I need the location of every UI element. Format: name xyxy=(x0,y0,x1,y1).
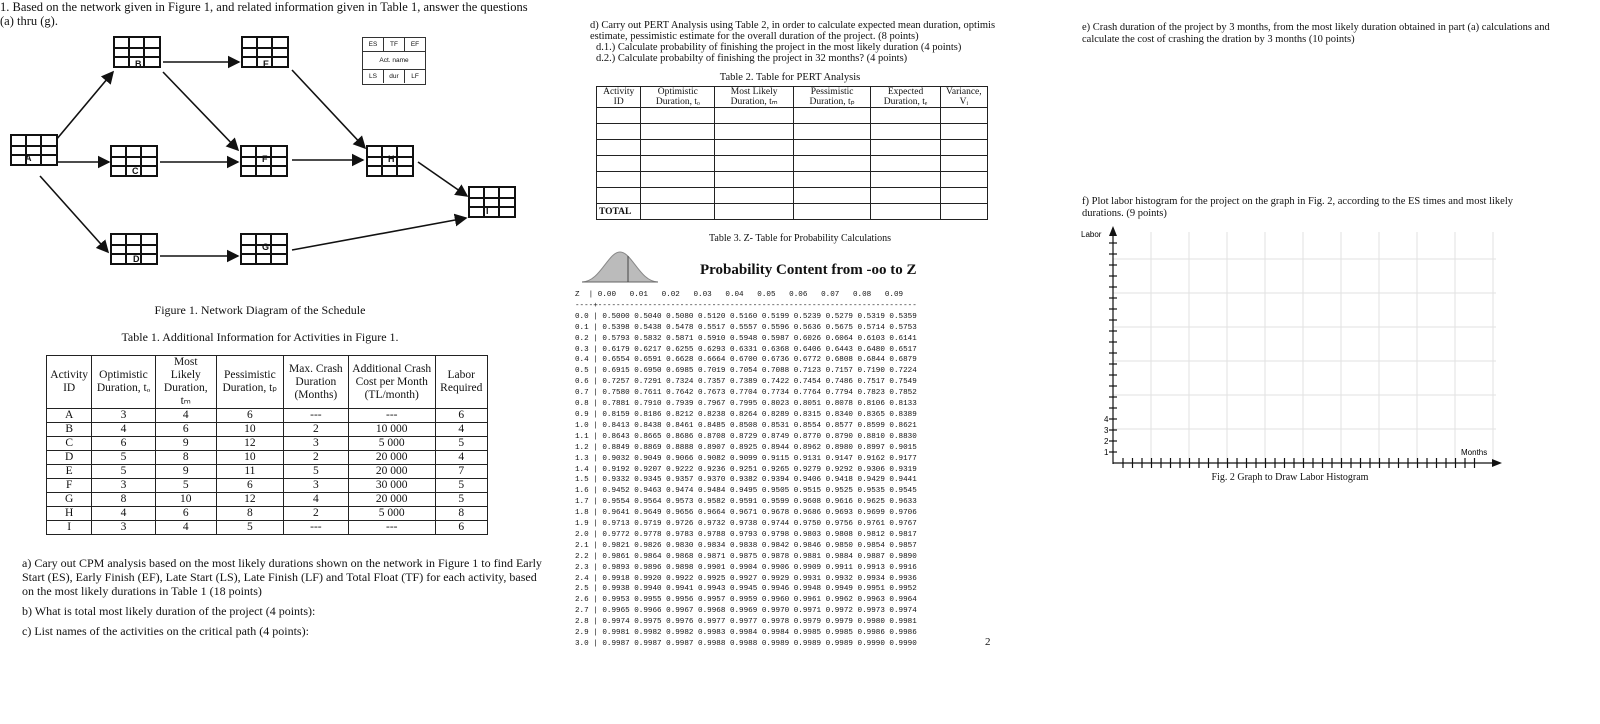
table1-cell: 2 xyxy=(283,451,348,465)
node-f-label: F xyxy=(262,154,268,164)
table1-cell: 4 xyxy=(155,521,216,535)
table1-cell: 10 xyxy=(216,451,283,465)
table2-header-row xyxy=(597,87,988,108)
table2-header: Expected Duration, tₑ xyxy=(871,87,940,108)
table1-cell: 6 xyxy=(435,409,487,423)
table1-cell: 12 xyxy=(216,493,283,507)
table2-header: Most Likely Duration, tₘ xyxy=(715,87,794,108)
table1-cell: B xyxy=(47,423,92,437)
legend-lf: LF xyxy=(411,73,419,80)
question-d2: d.2.) Calculate probabilty of finishing the project in 32 months? (4 points) xyxy=(596,53,908,64)
table1-row xyxy=(47,507,488,521)
edge-b-f xyxy=(163,72,238,150)
table1-cell: 5 000 xyxy=(348,437,435,451)
table1-header: Optimistic Duration, tₒ xyxy=(92,356,155,409)
table1-cell: 3 xyxy=(92,521,155,535)
table2-total-label: TOTAL xyxy=(597,204,641,220)
table1-cell: E xyxy=(47,465,92,479)
table1-cell: 6 xyxy=(155,507,216,521)
node-h-label: H xyxy=(388,154,395,164)
table1 xyxy=(46,355,488,535)
table2-total-row xyxy=(597,204,988,220)
node-legend xyxy=(362,37,426,85)
table1-cell: 6 xyxy=(216,479,283,493)
table1-header: Additional Crash Cost per Month (TL/month) xyxy=(348,356,435,409)
node-i-label: I xyxy=(486,206,489,216)
table2-caption: Table 2. Table for PERT Analysis xyxy=(719,72,861,83)
question-d1: d.1.) Calculate probability of finishing the project in the most likely duration (4 points) xyxy=(596,42,962,53)
table2 xyxy=(596,86,988,220)
table1-caption: Table 1. Additional Information for Activities in Figure 1. xyxy=(121,330,399,344)
table1-cell: G xyxy=(47,493,92,507)
table3-caption: Table 3. Z- Table for Probability Calculations xyxy=(709,233,891,244)
table1-cell: 5 xyxy=(435,437,487,451)
question-e: e) Crash duration of the project by 3 months, from the most likely duration obtained in part (a) calculations and calculate the cost of crashing the dration by 3 months (10 points) xyxy=(1082,22,1550,45)
table1-cell: --- xyxy=(348,521,435,535)
table1-cell: 2 xyxy=(283,507,348,521)
table1-cell: 5 xyxy=(435,493,487,507)
table1-cell: --- xyxy=(348,409,435,423)
table1-cell: 3 xyxy=(283,479,348,493)
table1-cell: 6 xyxy=(435,521,487,535)
question-f: f) Plot labor histogram for the project on the graph in Fig. 2, according to the ES times and most likely durations. (9 points) xyxy=(1082,196,1514,219)
table1-cell: 6 xyxy=(155,423,216,437)
table1-cell: 10 xyxy=(155,493,216,507)
table1-cell: 4 xyxy=(283,493,348,507)
table1-cell: 10 xyxy=(216,423,283,437)
question-b: b) What is total most likely duration of the project (4 points): xyxy=(22,604,316,618)
table1-header-row xyxy=(47,356,488,409)
table1-cell: --- xyxy=(283,521,348,535)
table1-cell: 5 xyxy=(283,465,348,479)
table1-cell: --- xyxy=(283,409,348,423)
table2-header: Variance, Vᵢ xyxy=(940,87,987,108)
table1-cell: D xyxy=(47,451,92,465)
table1-cell: 2 xyxy=(283,423,348,437)
table1-cell: 5 xyxy=(435,479,487,493)
legend-ef: EF xyxy=(405,38,425,52)
question-d-text: d) Carry out PERT Analysis using Table 2, in order to calculate expected mean duration, optimis estimate, pessimistic estimate for the overall duration of the project. (8 points) xyxy=(590,20,996,42)
table1-cell: 6 xyxy=(92,437,155,451)
table1-header: Max. Crash Duration (Months) xyxy=(283,356,348,409)
table1-cell: 5 xyxy=(155,479,216,493)
node-i xyxy=(468,186,516,218)
table1-cell: I xyxy=(47,521,92,535)
legend-dur: dur xyxy=(384,70,405,83)
question-header: 1. Based on the network given in Figure 1, and related information given in Table 1, answer the questions (a) thru (g). xyxy=(0,0,528,28)
labor-histogram-grid xyxy=(1076,222,1506,490)
edge-a-d xyxy=(40,176,108,252)
legend-tf: TF xyxy=(384,38,405,52)
table2-row xyxy=(597,108,988,124)
table2-row xyxy=(597,156,988,172)
table1-row xyxy=(47,451,488,465)
table1-row xyxy=(47,465,488,479)
question-c: c) List names of the activities on the critical path (4 points): xyxy=(22,624,309,638)
question-d xyxy=(590,20,1010,64)
table1-cell: 30 000 xyxy=(348,479,435,493)
node-e-label: E xyxy=(263,59,270,69)
table2-row xyxy=(597,172,988,188)
table1-cell: 6 xyxy=(216,409,283,423)
table2-row xyxy=(597,188,988,204)
y-tick-label: 4 xyxy=(1104,415,1109,424)
table1-cell: 5 xyxy=(92,465,155,479)
table1-cell: 11 xyxy=(216,465,283,479)
table1-cell: 20 000 xyxy=(348,451,435,465)
table1-cell: 5 000 xyxy=(348,507,435,521)
table1-cell: 7 xyxy=(435,465,487,479)
page-number: 2 xyxy=(985,636,991,648)
table1-cell: 4 xyxy=(92,507,155,521)
table1-row xyxy=(47,521,488,535)
table2-row xyxy=(597,140,988,156)
figure1-caption: Figure 1. Network Diagram of the Schedule xyxy=(154,303,366,317)
table1-cell: 10 000 xyxy=(348,423,435,437)
y-axis-label: Labor xyxy=(1081,230,1102,239)
table1-header: Activity ID xyxy=(47,356,92,409)
table2-header: Activity ID xyxy=(597,87,641,108)
table1-row xyxy=(47,423,488,437)
table1-cell: 8 xyxy=(92,493,155,507)
questions-left xyxy=(22,556,542,644)
node-a-label: A xyxy=(25,153,32,163)
table1-cell: 5 xyxy=(92,451,155,465)
table1-cell: F xyxy=(47,479,92,493)
node-a xyxy=(10,134,58,166)
table1-cell: 4 xyxy=(155,409,216,423)
table1-cell: 5 xyxy=(216,521,283,535)
table1-cell: 4 xyxy=(435,451,487,465)
table1-body xyxy=(47,409,488,535)
table1-header: Labor Required xyxy=(435,356,487,409)
table1-header: Pessimistic Duration, tₚ xyxy=(216,356,283,409)
y-tick-label: 1 xyxy=(1104,448,1109,457)
legend-act: Act. name xyxy=(363,52,425,70)
table1-cell: A xyxy=(47,409,92,423)
legend-es: ES xyxy=(363,38,384,52)
table1-cell: 4 xyxy=(92,423,155,437)
table1-cell: 3 xyxy=(92,479,155,493)
node-d-label: D xyxy=(133,254,140,264)
table1-cell: 20 000 xyxy=(348,493,435,507)
normal-curve-icon xyxy=(580,248,660,286)
ztable: Z | 0.00 0.01 0.02 0.03 0.04 0.05 0.06 0.07 0.08 0.09 ----+---------------------------------------------------------------------- 0.0 | 0.5000 0.5040 0.5080 0.5120 0.5160 0.5199 0.5239 0.5279 0.5319 0.5359 0.1 | 0.5398 0.5438 0.5478 0.5517 0.5557 0.5596 0.5636 0.5675 0.5714 0.5753 0.2 | 0.5793 0.5832 0.5871 0.5910 0.5948 0.5987 0.6026 0.6064 0.6103 0.6141 0.3 | 0.6179 0.6217 0.6255 0.6293 0.6331 0.6368 0.6406 0.6443 0.6480 0.6517 0.4 | 0.6554 0.6591 0.6628 0.6664 0.6700 0.6736 0.6772 0.6808 0.6844 0.6879 0.5 | 0.6915 0.6950 0.6985 0.7019 0.7054 0.7088 0.7123 0.7157 0.7190 0.7224 0.6 | 0.7257 0.7291 0.7324 0.7357 0.7389 0.7422 0.7454 0.7486 0.7517 0.7549 0.7 | 0.7580 0.7611 0.7642 0.7673 0.7704 0.7734 0.7764 0.7794 0.7823 0.7852 0.8 | 0.7881 0.7910 0.7939 0.7967 0.7995 0.8023 0.8051 0.8078 0.8106 0.8133 0.9 | 0.8159 0.8186 0.8212 0.8238 0.8264 0.8289 0.8315 0.8340 0.8365 0.8389 1.0 | 0.8413 0.8438 0.8461 0.8485 0.8508 0.8531 0.8554 0.8577 0.8599 0.8621 1.1 | 0.8643 0.8665 0.8686 0.8708 0.8729 0.8749 0.8770 0.8790 0.8810 0.8830 1.2 | 0.8849 0.8869 0.8888 0.8907 0.8925 0.8944 0.8962 0.8980 0.8997 0.9015 1.3 | 0.9032 0.9049 0.9066 0.9082 0.9099 0.9115 0.9131 0.9147 0.9162 0.9177 1.4 | 0.9192 0.9207 0.9222 0.9236 0.9251 0.9265 0.9279 0.9292 0.9306 0.9319 1.5 | 0.9332 0.9345 0.9357 0.9370 0.9382 0.9394 0.9406 0.9418 0.9429 0.9441 1.6 | 0.9452 0.9463 0.9474 0.9484 0.9495 0.9505 0.9515 0.9525 0.9535 0.9545 1.7 | 0.9554 0.9564 0.9573 0.9582 0.9591 0.9599 0.9608 0.9616 0.9625 0.9633 1.8 | 0.9641 0.9649 0.9656 0.9664 0.9671 0.9678 0.9686 0.9693 0.9699 0.9706 1.9 | 0.9713 0.9719 0.9726 0.9732 0.9738 0.9744 0.9750 0.9756 0.9761 0.9767 2.0 | 0.9772 0.9778 0.9783 0.9788 0.9793 0.9798 0.9803 0.9808 0.9812 0.9817 2.1 | 0.9821 0.9826 0.9830 0.9834 0.9838 0.9842 0.9846 0.9850 0.9854 0.9857 2.2 | 0.9861 0.9864 0.9868 0.9871 0.9875 0.9878 0.9881 0.9884 0.9887 0.9890 2.3 | 0.9893 0.9896 0.9898 0.9901 0.9904 0.9906 0.9909 0.9911 0.9913 0.9916 2.4 | 0.9918 0.9920 0.9922 0.9925 0.9927 0.9929 0.9931 0.9932 0.9934 0.9936 2.5 | 0.9938 0.9940 0.9941 0.9943 0.9945 0.9946 0.9948 0.9949 0.9951 0.9952 2.6 | 0.9953 0.9955 0.9956 0.9957 0.9959 0.9960 0.9961 0.9962 0.9963 0.9964 2.7 | 0.9965 0.9966 0.9967 0.9968 0.9969 0.9970 0.9971 0.9972 0.9973 0.9974 2.8 | 0.9974 0.9975 0.9976 0.9977 0.9977 0.9978 0.9979 0.9979 0.9980 0.9981 2.9 | 0.9981 0.9982 0.9982 0.9983 0.9984 0.9984 0.9985 0.9985 0.9986 0.9986 3.0 | 0.9987 0.9987 0.9987 0.9988 0.9988 0.9989 0.9989 0.9989 0.9990 0.9990 xyxy=(575,291,917,648)
table1-row xyxy=(47,409,488,423)
table1-cell: 3 xyxy=(92,409,155,423)
node-b-label: B xyxy=(135,59,142,69)
y-tick-label: 3 xyxy=(1104,426,1109,435)
table1-row xyxy=(47,493,488,507)
table1-cell: 9 xyxy=(155,465,216,479)
table2-header: Optimistic Duration, tₒ xyxy=(641,87,715,108)
table1-cell: H xyxy=(47,507,92,521)
table1-cell: 8 xyxy=(435,507,487,521)
table1-cell: 3 xyxy=(283,437,348,451)
legend-ls: LS xyxy=(363,70,384,83)
table1-cell: 4 xyxy=(435,423,487,437)
edge-a-b xyxy=(56,72,113,140)
table1-cell: 12 xyxy=(216,437,283,451)
edge-e-h xyxy=(292,70,365,148)
table1-cell: 20 000 xyxy=(348,465,435,479)
edge-h-i xyxy=(418,162,467,196)
table1-cell: 8 xyxy=(216,507,283,521)
edge-g-i xyxy=(292,218,466,250)
table1-cell: 8 xyxy=(155,451,216,465)
table1-cell: 9 xyxy=(155,437,216,451)
table2-header: Pessimistic Duration, tₚ xyxy=(793,87,870,108)
table1-cell: C xyxy=(47,437,92,451)
x-axis-label: Months xyxy=(1461,448,1488,457)
ztable-title: Probability Content from -oo to Z xyxy=(700,262,917,278)
table2-row xyxy=(597,124,988,140)
node-c-label: C xyxy=(132,166,139,176)
node-g-label: G xyxy=(262,242,270,252)
table1-row xyxy=(47,437,488,451)
fig2-caption: Fig. 2 Graph to Draw Labor Histogram xyxy=(1211,472,1369,483)
table1-header: Most Likely Duration, tₘ xyxy=(155,356,216,409)
question-a: a) Cary out CPM analysis based on the most likely durations shown on the network in Figure 1 to find Early Start (ES), Early Finish (EF), Late Start (LS), Late Finish (LF) and Total Float (TF) for each activity, based on the most likely durations in Table 1 (18 points) xyxy=(22,556,542,598)
table1-row xyxy=(47,479,488,493)
y-tick-label: 2 xyxy=(1104,437,1109,446)
